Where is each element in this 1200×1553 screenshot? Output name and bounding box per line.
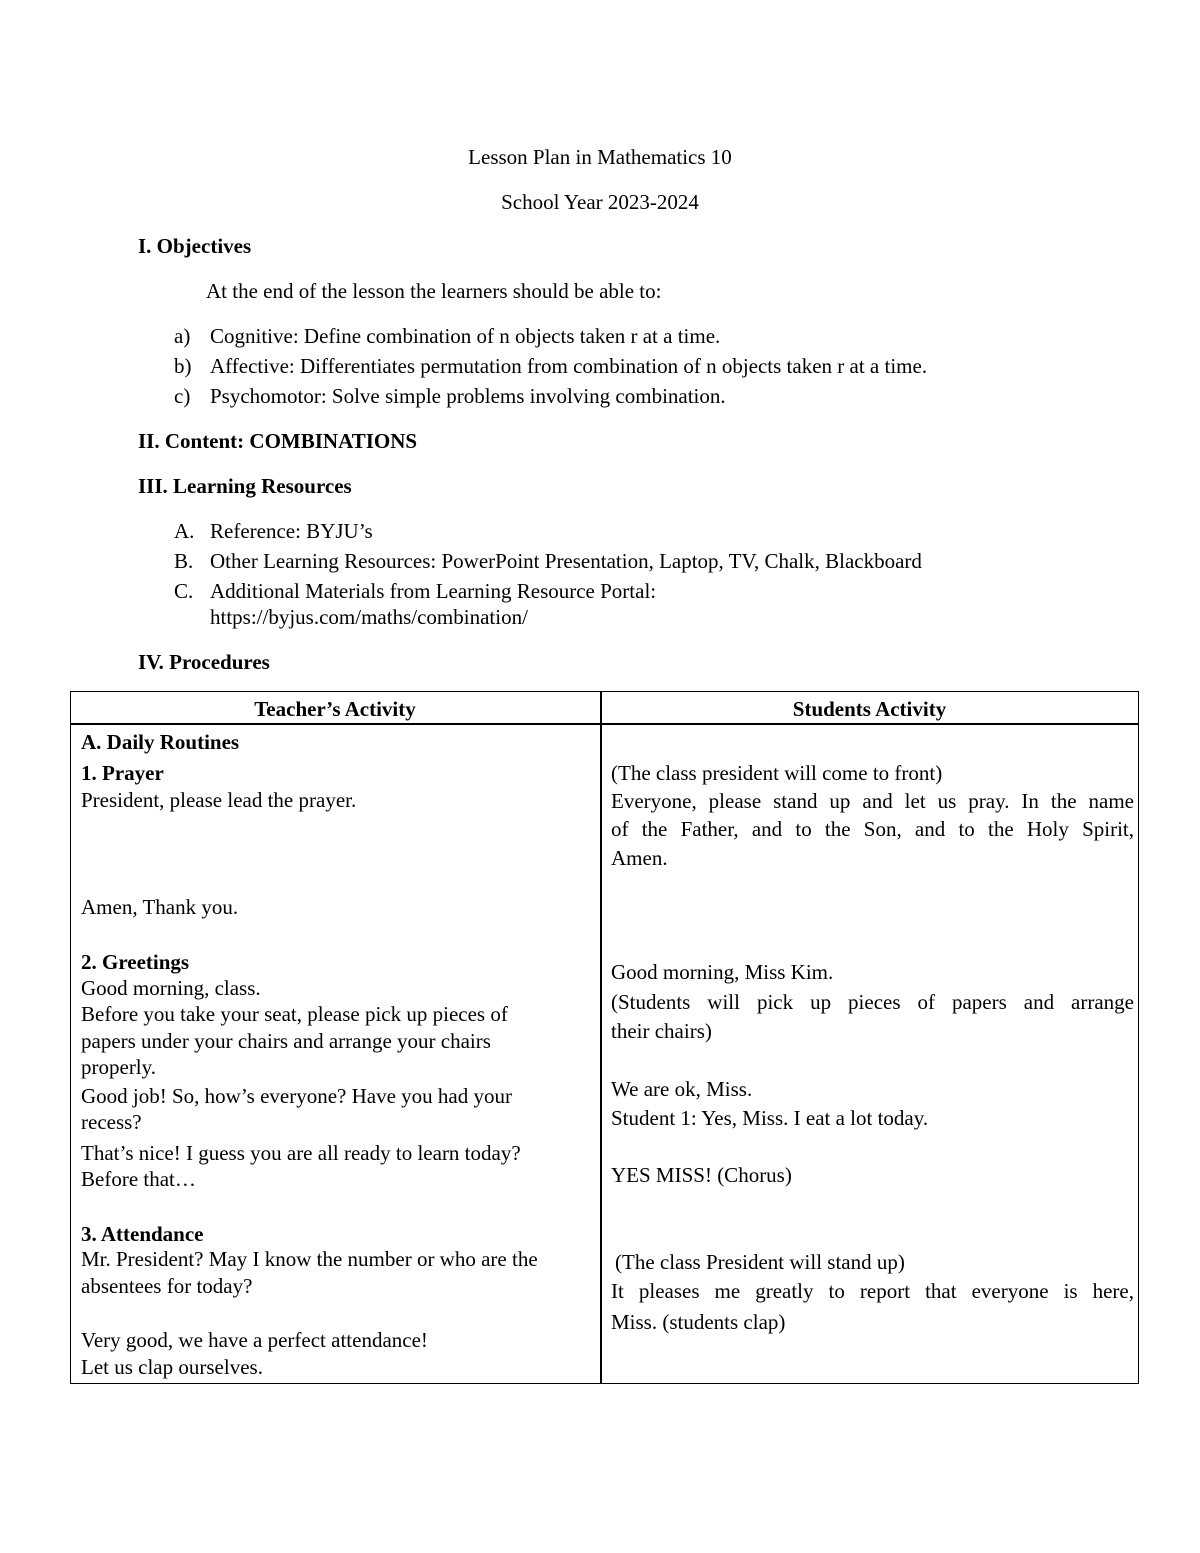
- list-label: b): [174, 354, 192, 378]
- objectives-heading: I. Objectives: [138, 234, 252, 258]
- teacher-line: Before that…: [81, 1167, 196, 1191]
- teacher-line: properly.: [81, 1055, 157, 1079]
- teacher-line: papers under your chairs and arrange your chairs: [81, 1029, 491, 1053]
- list-label: c): [174, 384, 191, 408]
- student-line: YES MISS! (Chorus): [611, 1163, 792, 1187]
- teacher-line: Good morning, class.: [81, 976, 261, 1000]
- teacher-line: Before you take your seat, please pick up pieces of: [81, 1002, 508, 1026]
- resource-link[interactable]: https://byjus.com/maths/combination/: [210, 605, 528, 629]
- school-year: School Year 2023-2024: [501, 190, 699, 214]
- list-label: A.: [174, 519, 195, 543]
- list-label: C.: [174, 579, 194, 603]
- student-line: Everyone, please stand up and let us pray. In the name: [611, 789, 1134, 813]
- student-line: of the Father, and to the Son, and to the Holy Spirit,: [611, 817, 1134, 841]
- student-line: Good morning, Miss Kim.: [611, 960, 834, 984]
- teacher-line: Amen, Thank you.: [81, 895, 239, 919]
- objectives-intro: At the end of the lesson the learners should be able to:: [206, 279, 662, 303]
- student-line: It pleases me greatly to report that everyone is here,: [611, 1279, 1134, 1303]
- prayer-heading: 1. Prayer: [81, 761, 164, 785]
- objective-item: [0, 354, 1200, 378]
- teacher-line: Let us clap ourselves.: [81, 1355, 263, 1379]
- daily-routines-heading: A. Daily Routines: [81, 730, 240, 754]
- resource-item: [0, 579, 1200, 603]
- list-text: Psychomotor: Solve simple problems involving combination.: [210, 384, 726, 408]
- list-label: B.: [174, 549, 194, 573]
- teacher-line: absentees for today?: [81, 1274, 253, 1298]
- list-label: a): [174, 324, 191, 348]
- teacher-line: That’s nice! I guess you are all ready to learn today?: [81, 1141, 521, 1165]
- student-line: (The class president will come to front): [611, 761, 943, 785]
- student-line: We are ok, Miss.: [611, 1077, 753, 1101]
- teacher-line: Very good, we have a perfect attendance!: [81, 1328, 428, 1352]
- student-line: (The class President will stand up): [615, 1250, 905, 1274]
- list-text: Cognitive: Define combination of n objects taken r at a time.: [210, 324, 721, 348]
- list-text: Additional Materials from Learning Resource Portal:: [210, 579, 657, 603]
- teacher-line: Mr. President? May I know the number or who are the: [81, 1247, 538, 1271]
- table-column-divider: [600, 691, 602, 1384]
- teacher-line: President, please lead the prayer.: [81, 788, 357, 812]
- column-header-students: Students Activity: [792, 697, 947, 721]
- document-title: Lesson Plan in Mathematics 10: [468, 145, 732, 169]
- content-heading: II. Content: COMBINATIONS: [138, 429, 418, 453]
- student-line: (Students will pick up pieces of papers and arrange: [611, 990, 1134, 1014]
- resource-item: [0, 549, 1200, 573]
- procedures-heading: IV. Procedures: [138, 650, 270, 674]
- column-header-teacher: Teacher’s Activity: [254, 697, 416, 721]
- teacher-line: Good job! So, how’s everyone? Have you had your: [81, 1084, 512, 1108]
- student-line: their chairs): [611, 1019, 712, 1043]
- list-text: Other Learning Resources: PowerPoint Presentation, Laptop, TV, Chalk, Blackboard: [210, 549, 922, 573]
- list-text: Reference: BYJU’s: [210, 519, 373, 543]
- list-text: Affective: Differentiates permutation from combination of n objects taken r at a time.: [210, 354, 928, 378]
- student-line: Student 1: Yes, Miss. I eat a lot today.: [611, 1106, 929, 1130]
- student-line: Miss. (students clap): [611, 1310, 786, 1334]
- resources-heading: III. Learning Resources: [138, 474, 352, 498]
- greetings-heading: 2. Greetings: [81, 950, 190, 974]
- resource-item: [0, 519, 1200, 543]
- teacher-line: recess?: [81, 1110, 142, 1134]
- objective-item: [0, 324, 1200, 348]
- table-header-divider: [70, 723, 1139, 725]
- objective-item: [0, 384, 1200, 408]
- student-line: Amen.: [611, 846, 668, 870]
- attendance-heading: 3. Attendance: [81, 1222, 204, 1246]
